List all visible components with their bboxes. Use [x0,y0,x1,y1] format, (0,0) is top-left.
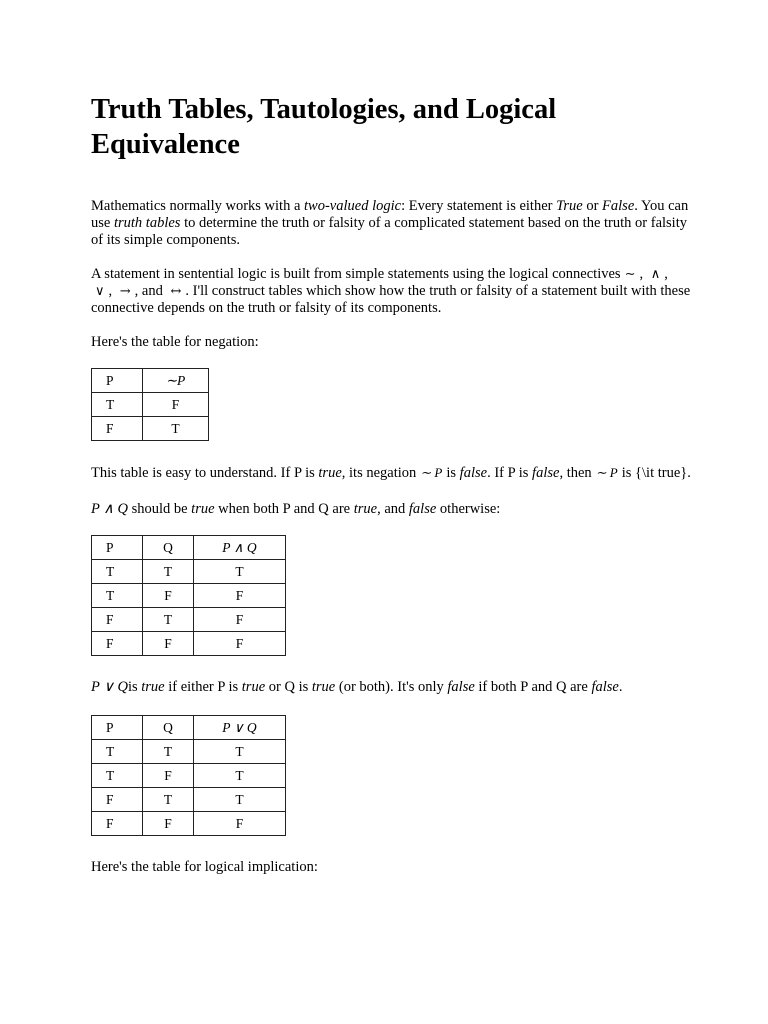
table-cell: T [143,740,194,764]
disjunction-lead: P ∨ Qis true if either P is true or Q is true (or both). It's only false if both P and Q are false. [91,679,623,695]
table-cell: F [143,632,194,656]
and-symbol: ∧ [650,267,661,282]
table-row [92,740,286,764]
document-page [91,92,691,876]
p-and-q-symbol: P ∧ Q [91,501,128,517]
conjunction-lead: P ∧ Q should be true when both P and Q are true, and false otherwise: [91,501,501,517]
page-title: Truth Tables, Tautologies, and Logical Equivalence [91,94,557,160]
header-cell: P [92,536,143,560]
header-cell: ∼P [143,369,209,393]
emphasis-truth-tables: truth tables [113,215,181,231]
table-cell: F [143,584,194,608]
table-row [92,764,286,788]
table-cell: F [92,632,143,656]
emphasis-two-valued-logic: two-valued logic [304,198,402,214]
table-cell: F [92,812,143,836]
table-cell: T [92,764,143,788]
table-cell: F [92,788,143,812]
table-cell: T [92,740,143,764]
table-cell: T [143,417,209,441]
header-cell: P ∧ Q [194,536,286,560]
table-header-row [92,716,286,740]
table-cell: T [194,764,286,788]
table-cell: T [92,584,143,608]
table-row [92,788,286,812]
table-cell: T [194,788,286,812]
table-row [92,393,209,417]
table-row [92,584,286,608]
table-cell: T [194,560,286,584]
table-cell: F [92,608,143,632]
header-cell: P [92,369,143,393]
or-symbol: ∨ [95,284,105,299]
table-row [92,417,209,441]
intro-paragraph: Mathematics normally works with a two-valued logic: Every statement is either True or False. You can use truth tables to determine the truth or falsity of a complicated statement based on the truth or falsity of its simple components. [91,198,689,248]
table-cell: F [194,608,286,632]
table-cell: T [143,608,194,632]
table-cell: T [194,740,286,764]
header-cell: P ∨ Q [194,716,286,740]
not-p-symbol: ∼ P [595,465,618,480]
table-cell: F [92,417,143,441]
table-cell: T [143,560,194,584]
table-row [92,632,286,656]
disjunction-truth-table [91,715,286,836]
table-row [92,812,286,836]
negation-lead: Here's the table for negation: [91,334,259,350]
header-cell: Q [143,536,194,560]
negation-explanation: This table is easy to understand. If P is true, its negation ∼ P is false. If P is false, then ∼ P is {\it true}. [91,465,691,481]
iff-symbol: ↔ [170,284,182,299]
table-cell: F [143,393,209,417]
conjunction-truth-table [91,535,286,656]
not-symbol: ∼ [624,267,636,282]
table-cell: F [143,812,194,836]
table-cell: T [92,560,143,584]
table-cell: T [143,788,194,812]
table-cell: F [194,632,286,656]
emphasis-true: True [556,198,583,214]
emphasis-false: False [602,198,635,214]
table-row [92,560,286,584]
negation-truth-table [91,368,209,441]
table-row [92,608,286,632]
table-header-row [92,536,286,560]
table-header-row [92,369,209,393]
header-cell: P [92,716,143,740]
header-cell: Q [143,716,194,740]
table-cell: F [194,584,286,608]
table-cell: F [194,812,286,836]
p-or-q-symbol: P ∨ Q [91,679,128,695]
not-p-symbol: ∼ P [420,465,443,480]
table-cell: T [92,393,143,417]
implication-lead: Here's the table for logical implication: [91,859,318,875]
table-cell: F [143,764,194,788]
connectives-paragraph: A statement in sentential logic is built from simple statements using the logical connectives ∼ , ∧ , ∨ , → , and ↔ . I'll construct tables which show how the truth or falsity of a statement built with these connective depends on the truth or falsity of its components. [91,266,691,316]
implies-symbol: → [119,284,131,299]
